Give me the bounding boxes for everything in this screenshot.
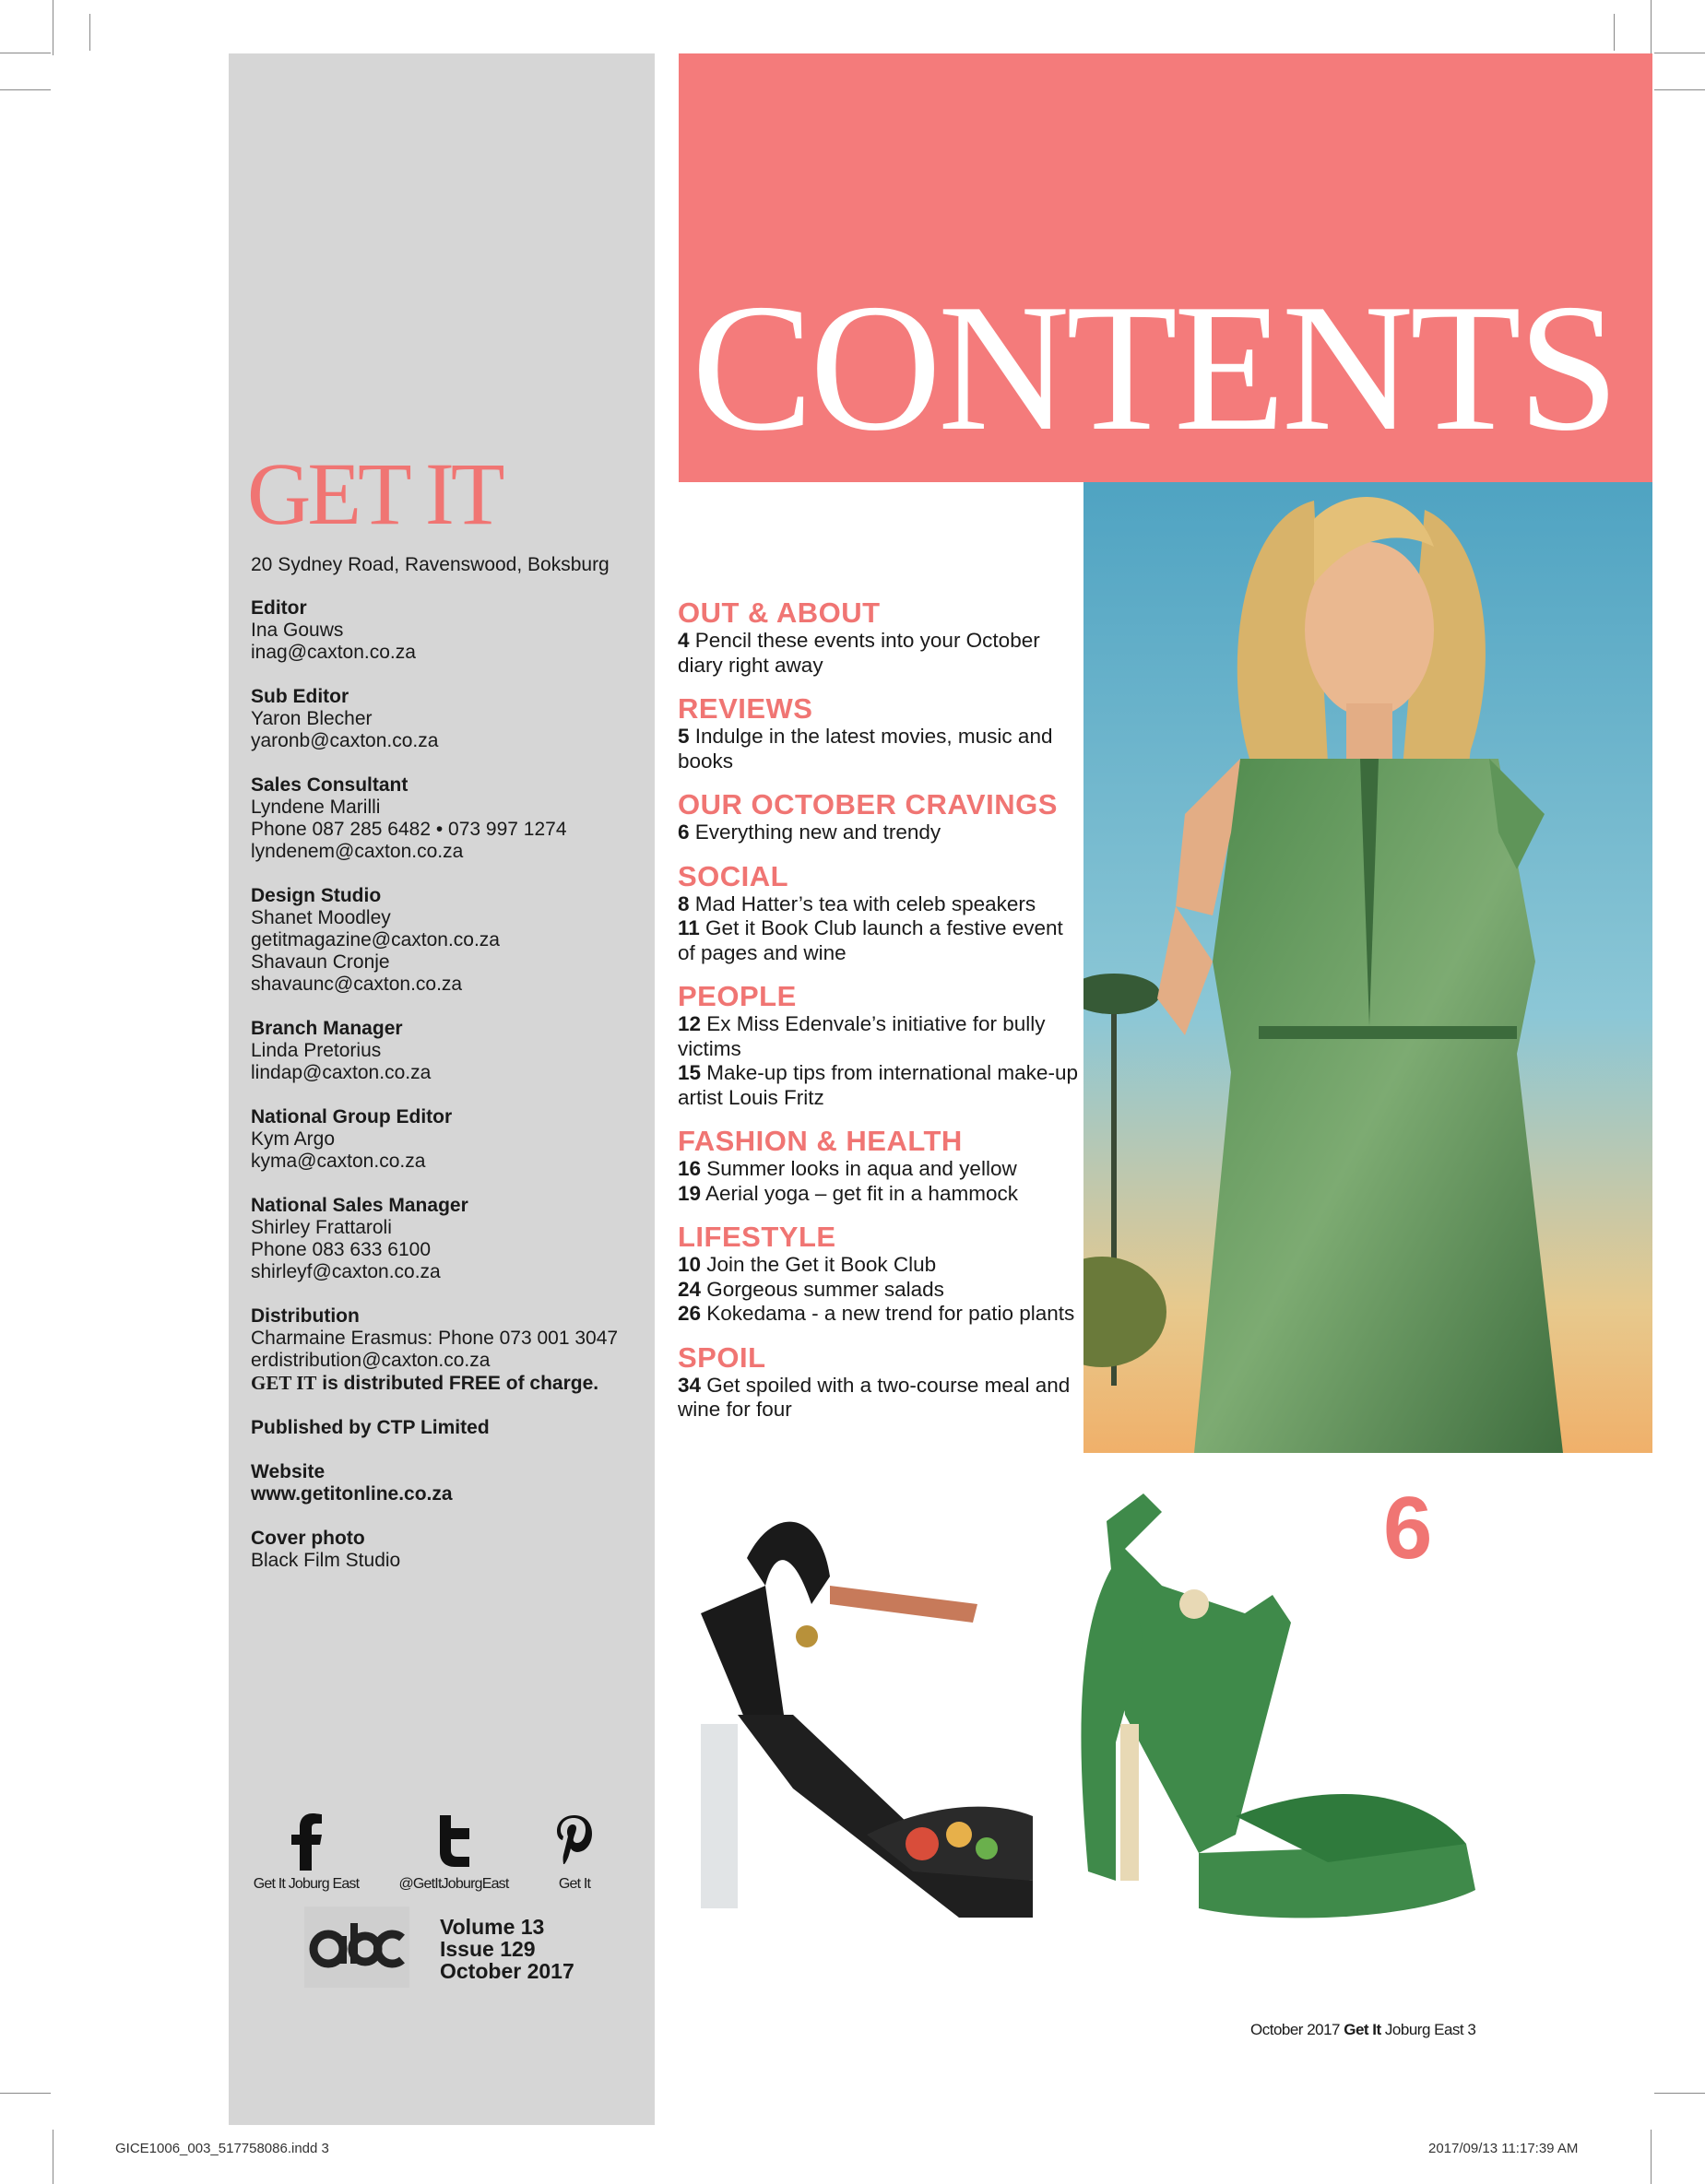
staff-email[interactable]: lindap@caxton.co.za [251, 1062, 432, 1083]
toc-section-title: LIFESTYLE [678, 1221, 836, 1253]
abc-logo [304, 1907, 409, 1988]
print-slug-file: GICE1006_003_517758086.indd 3 [115, 2141, 329, 2156]
staff-block-branch-manager [251, 1018, 638, 1084]
issue-info [440, 1916, 574, 1982]
staff-block-design-studio [251, 885, 638, 996]
staff-email[interactable]: yaronb@caxton.co.za [251, 730, 439, 751]
toc-entry-text: Get spoiled with a two-course meal and wine for four [678, 1373, 1071, 1421]
toc-entry[interactable] [678, 820, 1083, 845]
print-slug-timestamp: 2017/09/13 11:17:39 AM [1428, 2141, 1579, 2156]
toc-entry-text: Make-up tips from international make-up artist Louis Fritz [678, 1061, 1078, 1109]
volume-number: Volume 13 [440, 1915, 545, 1939]
toc-section-title: REVIEWS [678, 692, 813, 725]
toc-entry[interactable] [678, 1157, 1083, 1182]
website-label: Website [251, 1461, 326, 1482]
toc-page-number: 15 [678, 1061, 702, 1084]
staff-email[interactable]: getitmagazine@caxton.co.za [251, 929, 500, 950]
staff-role: Design Studio [251, 885, 382, 906]
distribution-text: is distributed FREE of charge. [316, 1373, 599, 1394]
crop-mark [89, 14, 90, 51]
staff-email[interactable]: lyndenem@caxton.co.za [251, 841, 464, 862]
social-facebook[interactable] [251, 1812, 361, 1893]
toc-section-title: SOCIAL [678, 859, 789, 892]
masthead-logo: GET IT [247, 444, 502, 543]
crop-mark [1651, 2130, 1652, 2184]
staff-line: Shavaun Cronje [251, 951, 390, 973]
pinterest-icon [542, 1812, 607, 1876]
toc-page-number: 8 [678, 891, 690, 915]
website-link[interactable]: www.getitonline.co.za [251, 1483, 453, 1505]
toc-entry-text: Kokedama - a new trend for patio plants [701, 1302, 1075, 1325]
page-footer [1250, 2021, 1475, 2039]
toc-section-title: OUR OCTOBER CRAVINGS [678, 788, 1058, 820]
toc-entry-text: Gorgeous summer salads [701, 1277, 944, 1301]
shoes-image [682, 1479, 1475, 1964]
issue-date: October 2017 [440, 1959, 574, 1983]
toc-section [678, 597, 1083, 678]
toc-entry-text: Get it Book Club launch a festive event of pages and wine [678, 916, 1063, 964]
social-label: Get It Joburg East [253, 1876, 360, 1892]
staff-role: Branch Manager [251, 1018, 403, 1039]
staff-role: Sales Consultant [251, 774, 408, 796]
toc-entry-text: Mad Hatter’s tea with celeb speakers [689, 891, 1036, 915]
toc-page-number: 5 [678, 725, 690, 748]
toc-entry[interactable] [678, 725, 1083, 773]
toc-page-number: 16 [678, 1157, 702, 1180]
toc-entry[interactable] [678, 1374, 1083, 1423]
toc-section-title: PEOPLE [678, 980, 797, 1012]
toc-page-number: 11 [678, 916, 700, 939]
toc-entry-text: Join the Get it Book Club [701, 1253, 937, 1276]
cover-photo [1083, 482, 1652, 1453]
footer-brand: Get It [1344, 2021, 1381, 2038]
cover-photo-block [251, 1528, 638, 1572]
staff-list [251, 597, 638, 1594]
staff-line: Linda Pretorius [251, 1040, 382, 1061]
staff-role: Distribution [251, 1305, 360, 1327]
toc-page-number: 12 [678, 1012, 702, 1035]
crop-mark [1614, 14, 1615, 51]
social-label: Get It [558, 1876, 591, 1892]
issue-number: Issue 129 [440, 1937, 536, 1961]
toc-page-number: 26 [678, 1302, 702, 1325]
crop-mark [1654, 2093, 1705, 2094]
staff-role: Editor [251, 597, 307, 619]
cover-photo-label: Cover photo [251, 1528, 365, 1549]
toc-section-title: FASHION & HEALTH [678, 1125, 963, 1157]
staff-role: National Sales Manager [251, 1195, 468, 1216]
staff-line: Lyndene Marilli [251, 797, 381, 818]
staff-email[interactable]: erdistribution@caxton.co.za [251, 1350, 491, 1371]
toc-section [678, 861, 1083, 966]
toc-page-number: 6 [678, 820, 690, 844]
staff-role: National Group Editor [251, 1106, 453, 1127]
staff-block-national-group-editor [251, 1106, 638, 1173]
footer-date: October 2017 [1250, 2021, 1344, 2038]
social-pinterest[interactable] [542, 1812, 607, 1893]
table-of-contents [678, 597, 1083, 1438]
toc-entry-text: Ex Miss Edenvale’s initiative for bully victims [678, 1012, 1046, 1060]
cover-photo-credit: Black Film Studio [251, 1550, 401, 1571]
social-label: @GetItJoburgEast [398, 1876, 509, 1892]
staff-block-national-sales-manager [251, 1195, 638, 1283]
toc-section-title: OUT & ABOUT [678, 596, 881, 629]
distribution-brand: GET IT [251, 1372, 317, 1394]
staff-block-sub-editor [251, 686, 638, 752]
toc-section [678, 1126, 1083, 1206]
publisher-block [251, 1417, 638, 1439]
staff-phone: Phone 087 285 6482 • 073 997 1274 [251, 819, 567, 840]
toc-section-title: SPOIL [678, 1340, 766, 1374]
toc-entry-text: Everything new and trendy [689, 820, 941, 844]
toc-entry[interactable] [678, 1278, 1083, 1303]
toc-entry[interactable] [678, 916, 1083, 965]
staff-role: Sub Editor [251, 686, 349, 707]
featured-page-number: 6 [1383, 1479, 1433, 1577]
staff-line: Kym Argo [251, 1128, 336, 1150]
staff-email[interactable]: shavaunc@caxton.co.za [251, 974, 463, 995]
masthead-address: 20 Sydney Road, Ravenswood, Boksburg [251, 554, 610, 575]
distribution-note [251, 1372, 638, 1395]
toc-page-number: 34 [678, 1373, 702, 1397]
toc-entry[interactable] [678, 629, 1083, 678]
toc-section [678, 1342, 1083, 1423]
toc-entry-text: Pencil these events into your October diary right away [678, 629, 1040, 677]
toc-entry-text: Aerial yoga – get fit in a hammock [701, 1181, 1018, 1205]
toc-section [678, 789, 1083, 845]
toc-entry[interactable] [678, 1012, 1083, 1061]
toc-entry[interactable] [678, 1182, 1083, 1207]
toc-section [678, 1222, 1083, 1327]
staff-line: Yaron Blecher [251, 708, 373, 729]
contents-title: CONTENTS [692, 266, 1616, 468]
published-by: Published by CTP Limited [251, 1417, 490, 1438]
toc-entry[interactable] [678, 1302, 1083, 1327]
toc-page-number: 4 [678, 629, 690, 652]
toc-entry-text: Indulge in the latest movies, music and books [678, 725, 1053, 773]
crop-mark [0, 89, 51, 90]
staff-email[interactable]: kyma@caxton.co.za [251, 1151, 426, 1172]
crop-mark [1654, 89, 1705, 90]
footer-page: Joburg East 3 [1380, 2021, 1476, 2038]
staff-block-distribution [251, 1305, 638, 1395]
toc-page-number: 10 [678, 1253, 702, 1276]
facebook-icon [251, 1812, 361, 1876]
staff-email[interactable]: inag@caxton.co.za [251, 642, 416, 663]
staff-line: Shirley Frattaroli [251, 1217, 392, 1238]
staff-phone: Phone 083 633 6100 [251, 1239, 432, 1260]
toc-entry[interactable] [678, 1061, 1083, 1110]
toc-page-number: 19 [678, 1181, 702, 1205]
twitter-icon [389, 1812, 518, 1876]
crop-mark [0, 2093, 51, 2094]
toc-section [678, 981, 1083, 1110]
staff-line: Ina Gouws [251, 620, 344, 641]
website-block [251, 1461, 638, 1505]
toc-page-number: 24 [678, 1277, 702, 1301]
crop-mark [1651, 0, 1652, 55]
staff-block-editor [251, 597, 638, 664]
staff-email[interactable]: shirleyf@caxton.co.za [251, 1261, 441, 1282]
social-links [251, 1812, 620, 1895]
staff-block-sales-consultant [251, 774, 638, 863]
toc-entry[interactable] [678, 892, 1083, 917]
staff-line: Shanet Moodley [251, 907, 391, 928]
toc-entry-text: Summer looks in aqua and yellow [701, 1157, 1017, 1180]
staff-line: Charmaine Erasmus: Phone 073 001 3047 [251, 1328, 619, 1349]
toc-entry[interactable] [678, 1253, 1083, 1278]
social-twitter[interactable] [389, 1812, 518, 1893]
toc-section [678, 693, 1083, 773]
